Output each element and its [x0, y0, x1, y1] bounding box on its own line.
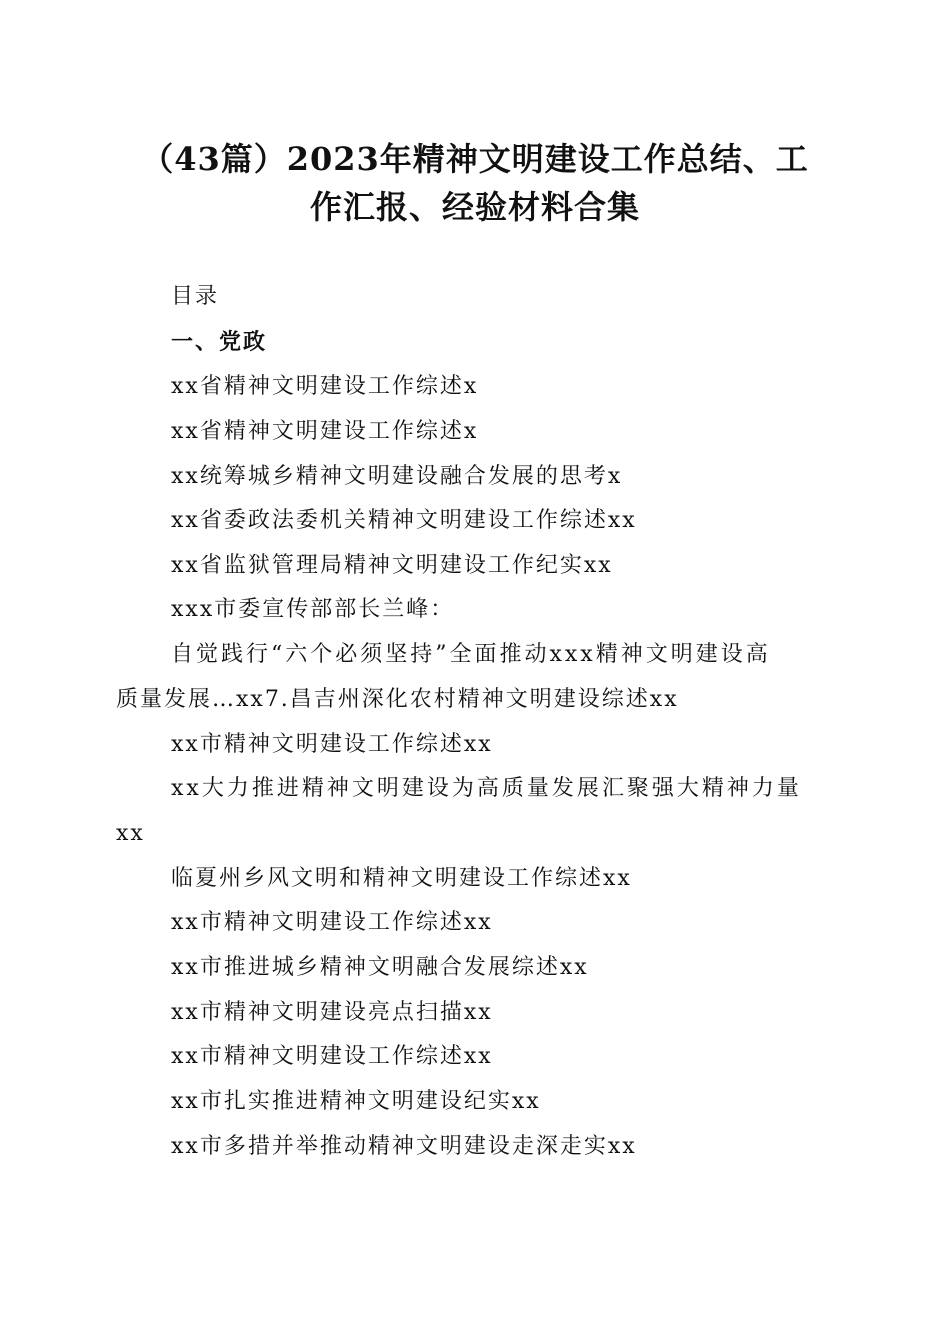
- toc-entry: xx市精神文明建设工作综述xx: [171, 910, 493, 935]
- toc-entry: xx省精神文明建设工作综述x: [171, 419, 479, 444]
- toc-entry: xx省委政法委机关精神文明建设工作综述xx: [171, 508, 637, 533]
- toc-label: 目录: [171, 284, 220, 309]
- toc-entry: xx市多措并举推动精神文明建设走深走实xx: [171, 1134, 637, 1159]
- toc-entry: xx市推进城乡精神文明融合发展综述xx: [171, 955, 589, 980]
- toc-entry: xxx市委宣传部部长兰峰：: [171, 597, 455, 622]
- toc-entry: xx市精神文明建设亮点扫描xx: [171, 1000, 493, 1025]
- toc-entry: xx市精神文明建设工作综述xx: [171, 732, 493, 757]
- toc-entry: xx市精神文明建设工作综述xx: [171, 1044, 493, 1069]
- toc-entry: xx大力推进精神文明建设为高质量发展汇聚强大精神力量: [171, 776, 802, 801]
- toc-entry: 自觉践行“六个必须坚持”全面推动xxx精神文明建设高: [171, 642, 771, 667]
- document-title-line-1: （43篇）2023年精神文明建设工作总结、工: [141, 140, 809, 178]
- toc-entry: 临夏州乡风文明和精神文明建设工作综述xx: [171, 866, 632, 891]
- toc-entry: xx省精神文明建设工作综述x: [171, 374, 479, 399]
- document-title-line-2: 作汇报、经验材料合集: [309, 188, 640, 226]
- toc-entry: 质量发展…xx7.昌吉州深化农村精神文明建设综述xx: [116, 687, 679, 712]
- toc-entry: xx市扎实推进精神文明建设纪实xx: [171, 1089, 541, 1114]
- toc-entry: xx: [116, 821, 145, 846]
- toc-entry: xx统筹城乡精神文明建设融合发展的思考x: [171, 464, 623, 489]
- section-heading-party-government: 一、党政: [171, 329, 268, 355]
- toc-entry: xx省监狱管理局精神文明建设工作纪实xx: [171, 553, 613, 578]
